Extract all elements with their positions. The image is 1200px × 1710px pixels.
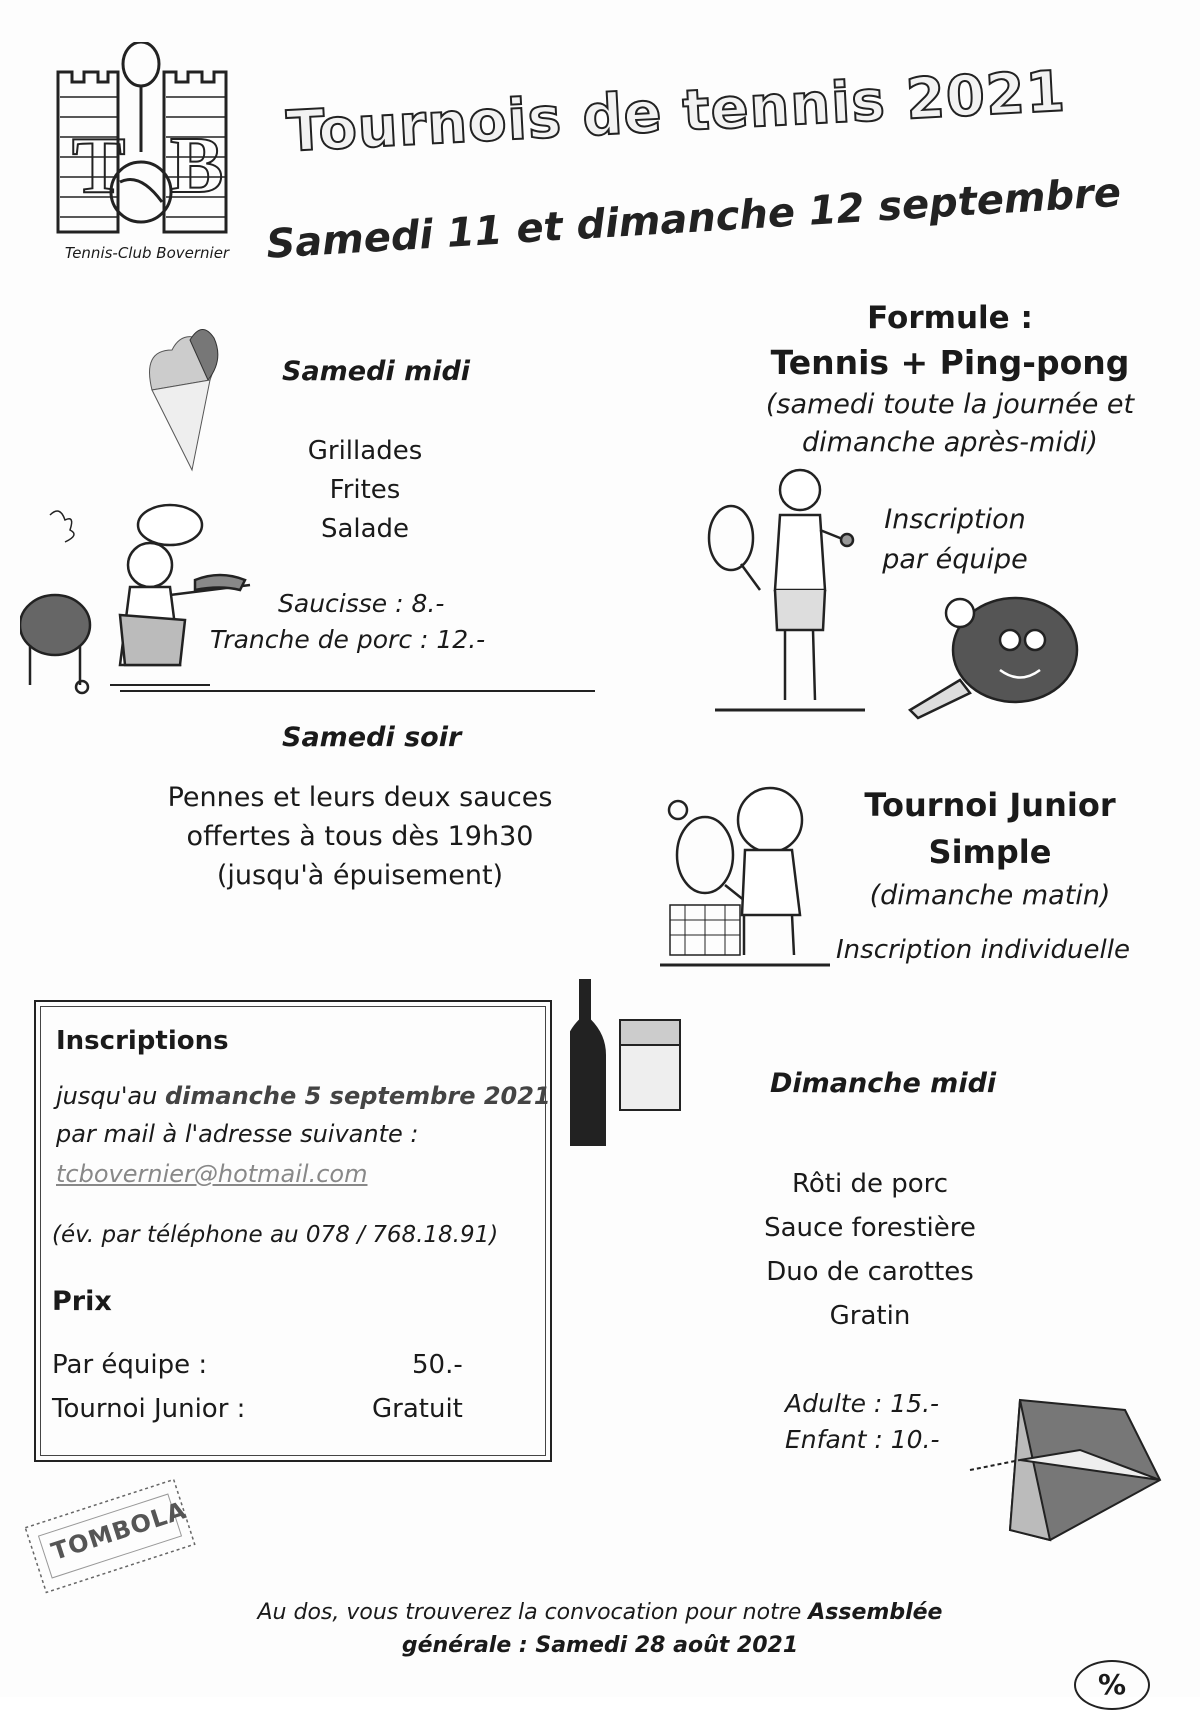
stamp-symbol: % [1098, 1668, 1127, 1701]
junior-block [830, 782, 1150, 916]
junior-player-icon [660, 775, 835, 970]
price-row-value: Gratuit [372, 1394, 463, 1424]
junior-note: (dimanche matin) [869, 880, 1111, 911]
formule-inscription-1: Inscription [884, 504, 1026, 535]
cake-illustration [960, 1390, 1170, 1550]
inscriptions-phone: (év. par téléphone au 078 / 768.18.91) [52, 1222, 499, 1248]
price-row-label: Par équipe : [52, 1350, 208, 1380]
tombola-label: TOMBOLA [47, 1495, 191, 1566]
wine-beer-icon [570, 975, 690, 1150]
price-row-label: Tournoi Junior : [52, 1394, 246, 1424]
ping-pong-illustration [900, 595, 1085, 720]
formule-name: Tennis + Ping-pong [770, 343, 1130, 382]
footer-line-1-bold: Assemblée [808, 1600, 943, 1625]
soir-line: offertes à tous dès 19h30 [186, 821, 534, 852]
tennis-player-icon [705, 460, 875, 720]
ice-cream-icon [132, 320, 222, 480]
deadline-date: dimanche 5 septembre 2021 [164, 1082, 551, 1110]
samedi-soir-heading: Samedi soir [282, 722, 462, 753]
corner-stamp [1074, 1660, 1150, 1710]
price-row-junior [52, 1394, 522, 1424]
inscriptions-box [34, 1000, 552, 1462]
page-title: Tournois de tennis 2021 [285, 59, 1068, 165]
footer-line-1-text: Au dos, vous trouverez la convocation pour notre [257, 1600, 802, 1625]
junior-player-illustration [660, 775, 835, 970]
junior-inscription: Inscription individuelle [836, 935, 1130, 965]
ping-pong-paddle-icon [900, 595, 1085, 720]
club-logo [52, 42, 230, 242]
formule-inscription [860, 500, 1050, 580]
page-subtitle: Samedi 11 et dimanche 12 septembre [265, 169, 1123, 268]
menu-item: Frites [329, 475, 401, 505]
price-adulte: Adulte : 15.- [785, 1389, 940, 1418]
svg-text:B: B [170, 122, 224, 210]
price-row-equipe [52, 1350, 522, 1380]
price-enfant: Enfant : 10.- [785, 1425, 940, 1454]
inscriptions-deadline [56, 1082, 551, 1110]
formule-note-1: (samedi toute la journée et [765, 389, 1135, 420]
svg-text:T: T [72, 122, 126, 210]
footer-line-2: générale : Samedi 28 août 2021 [401, 1633, 799, 1658]
menu-item: Gratin [829, 1301, 911, 1331]
junior-title-2: Simple [928, 833, 1052, 871]
dimanche-midi-heading: Dimanche midi [770, 1068, 997, 1099]
samedi-soir-menu [140, 778, 580, 895]
menu-item: Grillades [307, 436, 423, 466]
formule-label: Formule : [867, 300, 1033, 336]
logo-caption: Tennis-Club Bovernier [64, 244, 230, 262]
formule-note-2: dimanche après-midi) [802, 427, 1098, 458]
menu-item: Rôti de porc [791, 1169, 949, 1199]
menu-item: Sauce forestière [764, 1213, 976, 1243]
price-porc: Tranche de porc : 12.- [210, 625, 486, 654]
tombola-ticket [23, 1477, 197, 1595]
menu-item: Salade [320, 514, 410, 544]
drinks-illustration [570, 975, 690, 1150]
inscriptions-mail-line: par mail à l'adresse suivante : [56, 1120, 419, 1148]
price-row-value: 50.- [412, 1350, 463, 1380]
soir-line: (jusqu'à épuisement) [216, 860, 504, 891]
inscriptions-heading: Inscriptions [56, 1026, 229, 1056]
castle-logo-icon [52, 42, 230, 242]
deadline-prefix: jusqu'au [56, 1082, 158, 1110]
menu-item: Duo de carottes [766, 1257, 974, 1287]
samedi-midi-prices [210, 586, 540, 658]
formule-block [720, 296, 1180, 462]
samedi-midi-heading: Samedi midi [282, 356, 471, 387]
footer-line-1 [220, 1596, 980, 1629]
samedi-midi-menu [250, 432, 480, 549]
prix-heading: Prix [52, 1286, 112, 1317]
tennis-player-illustration [705, 460, 875, 720]
junior-title-1: Tournoi Junior [864, 786, 1116, 824]
price-saucisse: Saucisse : 8.- [278, 589, 445, 618]
formule-inscription-2: par équipe [882, 544, 1028, 575]
dimanche-midi-menu [720, 1162, 1020, 1338]
soir-line: Pennes et leurs deux sauces [167, 782, 553, 813]
section-divider [120, 690, 595, 692]
footer-note [220, 1596, 980, 1662]
email-link[interactable]: tcbovernier@hotmail.com [56, 1160, 368, 1188]
cake-slice-icon [960, 1390, 1170, 1550]
ice-cream-illustration [132, 320, 222, 480]
